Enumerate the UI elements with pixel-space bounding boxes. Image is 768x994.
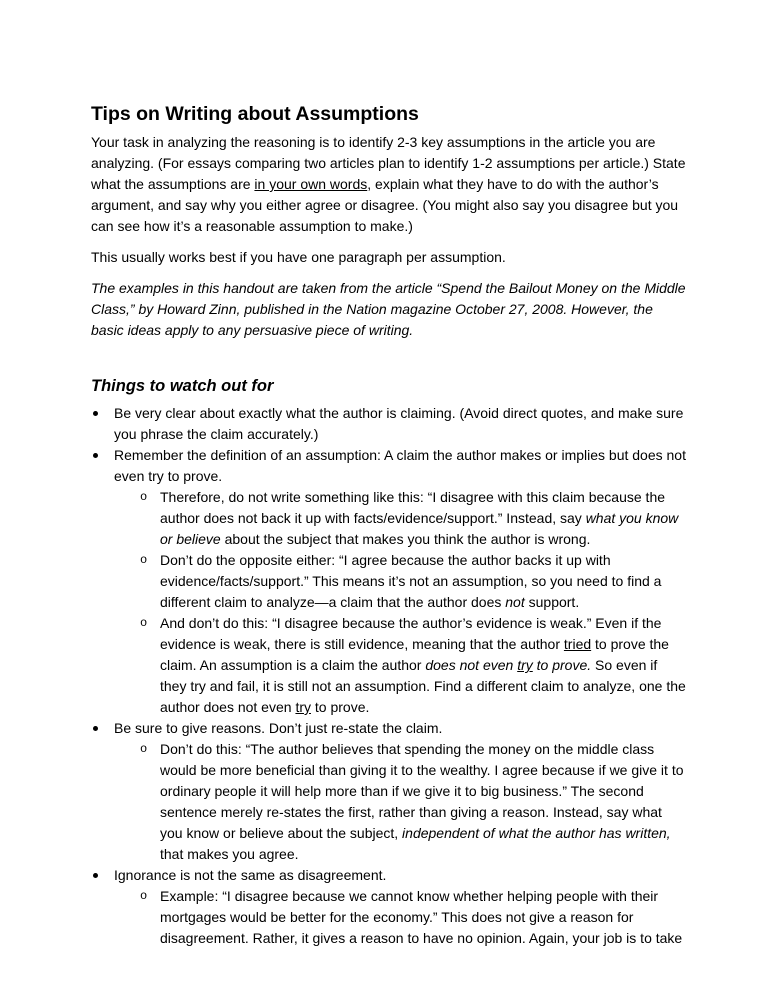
document-title: Tips on Writing about Assumptions [91,103,419,125]
sub-list-item: o Don’t do this: “The author believes that spending the money on the middle class would be more beneficial than giving it to the wealthy. I agree because if we give it to ordinary people it will help more than if we give it to big business.” The second sentence merely re-states the first, rather than giving a reason. Instead, say what you know or believe about the subject, independent of what the author has written, that makes you agree. [114,739,687,865]
sub-list-item: o And don’t do this: “I disagree because the author’s evidence is weak.” Even if the evidence is weak, there is still evidence, meaning that the author tried to prove the claim. An assumption is a claim the author does not even try to prove. So even if they try and fail, it is still not an assumption. Find a different claim to analyze, one the author does not even try to prove. [114,613,687,718]
sub-list [114,487,687,718]
tips-list [91,403,687,949]
sub-list-item: o Therefore, do not write something like this: “I disagree with this claim because the author does not back it up with facts/evidence/support.” Instead, say what you know or believe about the subject that makes you think the author is wrong. [114,487,687,550]
list-item: Remember the definition of an assumption: A claim the author makes or implies but does not even try to prove. o Therefore, do not write something like this: “I disagree with this claim because the author does not back it up with facts/evidence/support.” Instead, say what you know or believe about the subject that makes you think the author is wrong. o Don’t do the opposite either: “I agree because the author backs it up with evidence/facts/support.” This means it’s not an assumption, so you need to find a different claim to analyze—a claim that the author does not support. o And don’t do this: “I disagree because the author’s evidence is weak.” Even if the evidence is weak, there is still evidence, meaning that the author tried to prove the claim. An assumption is a claim the author does not even try to prove. So even if they try and fail, it is still not an assumption. Find a different claim to analyze, one the author does not even try to prove. [91,445,687,718]
list-item: Be sure to give reasons. Don’t just re-state the claim. o Don’t do this: “The author believes that spending the money on the middle class would be more beneficial than giving it to the wealthy. I agree because if we give it to ordinary people it will help more than if we give it to big business.” The second sentence merely re-states the first, rather than giving a reason. Instead, say what you know or believe about the subject, independent of what the author has written, that makes you agree. [91,718,687,865]
sub-list [114,886,687,949]
sub-list-item: o Example: “I disagree because we cannot know whether helping people with their mortgages would be better for the economy.” This does not give a reason for disagreement. Rather, it gives a reason to have no opinion. Again, your job is to take [114,886,687,949]
intro-paragraph-task: Your task in analyzing the reasoning is to identify 2-3 key assumptions in the article you are analyzing. (For essays comparing two articles plan to identify 1-2 assumptions per article.) State what the assumptions are in your own words, explain what they have to do with the author’s argument, and say why you either agree or disagree. (You might also say you disagree but you can see how it’s a reasonable assumption to make.) [91,134,686,234]
section-heading: Things to watch out for [91,377,274,395]
intro-paragraph-structure: This usually works best if you have one paragraph per assumption. [91,249,506,265]
sub-list-item: o Don’t do the opposite either: “I agree because the author backs it up with evidence/facts/support.” This means it’s not an assumption, so you need to find a different claim to analyze—a claim that the author does not support. [114,550,687,613]
underlined-own-words: in your own words [254,176,368,192]
list-item: Be very clear about exactly what the author is claiming. (Avoid direct quotes, and make sure you phrase the claim accurately.) [91,403,687,445]
sub-list [114,739,687,865]
document-page [91,102,687,949]
list-item: Ignorance is not the same as disagreement. o Example: “I disagree because we cannot know whether helping people with their mortgages would be better for the economy.” This does not give a reason for disagreement. Rather, it gives a reason to have no opinion. Again, your job is to take [91,865,687,949]
intro-paragraph-source: The examples in this handout are taken from the article “Spend the Bailout Money on the Middle Class,” by Howard Zinn, published in the Nation magazine October 27, 2008. However, the basic ideas apply to any persuasive piece of writing. [91,280,686,338]
